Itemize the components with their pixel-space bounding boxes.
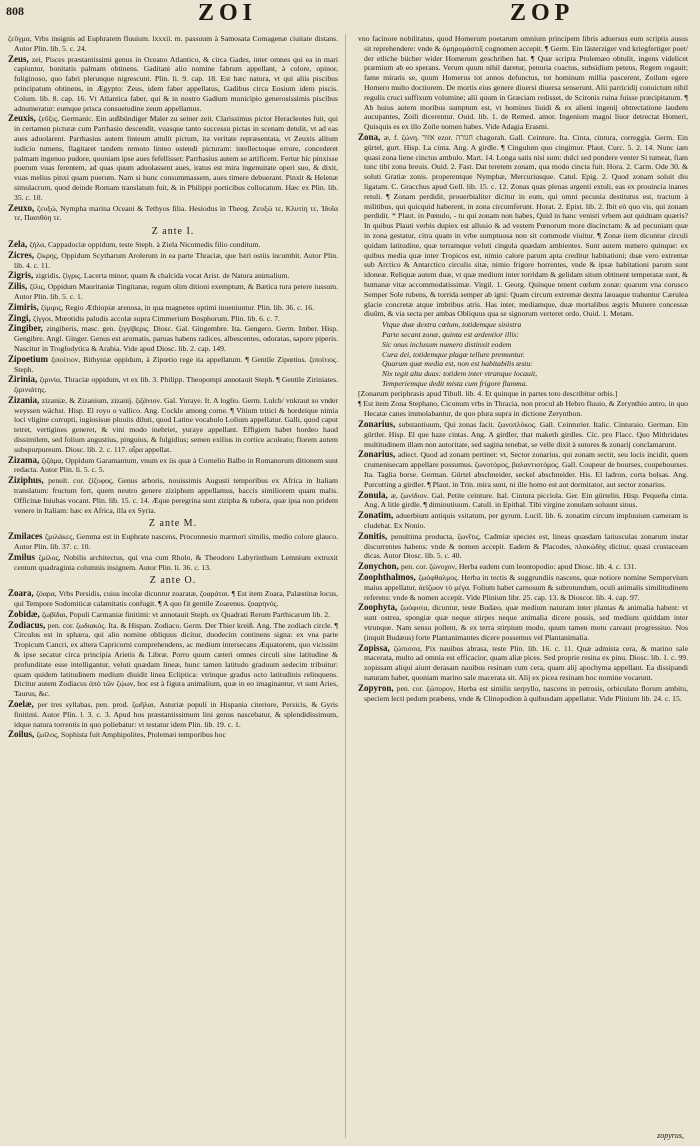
dictionary-entry [8,456,338,476]
dictionary-entry [358,491,688,511]
entry-text: ζευξώ, Nympha marina Oceani & Tethyos filia. Hesiodus in Theog. Ζευξώ τε, Κλυτίη τε, Ἰδυῖα τε, Πασιθόη τε. [14,203,338,223]
entry-text: ζώπισσα, Pix nauibus abrasa, teste Plin. lib. 16. c. 11. Quæ admista cera, & marino sale macerata, multo ad omnia est efficacior, quam aliæ pices. Sed proprie resina ex pinu. Diosc. lib. 1. c. 99. zopissam aliqui aiunt derasam nauibus resinam cum cera, quam alij apochyma appellant. Ea dissipandi naturam habet, quoniam marino sale macerata sit. Alij ex picea resinam hoc nomine vocarunt. [364,643,688,682]
entry-text: ζωβίδαι, Populi Carmaniæ finitimi: vt annotauit Steph. ex Quadrati Rerum Parthicarum lib. 2. [42,609,331,619]
dictionary-entry [8,240,338,250]
dictionary-entry [358,450,688,489]
dictionary-entry [8,589,338,609]
entry-headword: Zirinia, [8,374,40,385]
entry-text: per tres syllabas, pen. prod. ζωῆλαι, Asturiæ populi in Hispania citeriore, Persicis, & Gyris finitimi. Autor Plin. l. 3. c. 3. Apud hos præstantissimum lini genus nascebatur, & splendidissimum, idque natura torrentis in quo poliebatur: vt testatur idem Plin. lib. 19. c. 1. [14,700,338,729]
entry-text: adiect. Quod ad zonam pertinet: vt, Sector zonarius, qui zonam sectit, seu locis incidit, quem crumenisecam appellare possumus. ζωνοτόμος, βαλαντιοτόμος. Gall. Coupeur de bourses, coupebourses. Ita. Taglia borse. German. Gürtel abschneider, seckel abschneider. His. El ladron, corta bolsas. Ang. Purcutting a girdler. ¶ Plaut. in Trin. mira sunt, ni ille homo est aut dormitator, aut sector zonarius. [364,450,688,489]
entry-headword: Zonarius, [358,419,399,430]
entry-text: pen. cor. ζωδιακός. Ita. & Hispan. Zodiaco. Germ. Der Thier kreiß. Ang. The zodiach circle. ¶ Circulus est in sphæra, qui alio nomine obliquus dicitur, duodecim continens signa: ex vna parte Tropicum Cancri, ex altera Capricorni comprehendens, ac medium intersecans Æquatorem, quo vicissim & ipse secatur circa principia Arietis & Libræ. Porro quum cæteri omnes circuli sine latitudine & profunditate esse intelligantur, veluti quædam lineæ, hunc tamen latitudo graduum sedecim tribuitur: quam quidem latitudinem medium diuidit linea Ecliptica: vtrinque gradus octo latitudinis relinquens. Dicitur autem Zodiacus ἀπὸ τῶν ζῴων, hoc est à figura animalium, quæ in eo imaginantur, vt sunt Aries, Taurus, &c. [14,620,338,699]
entry-headword: Ziziphus, [8,475,49,486]
entry-text: zingiberis, masc. gen. ζιγγίβερις. Diosc. Gal. Gingembre. Ita. Gengero. Germ. Imber. Hisp. Gengibre. Angl. Ginger. Genus est aromatis, paruas habens radices, albescentes, odoratas, sapore piperis. Nascitur in Troglodytica & Arabia. Vide apud Diosc. lib. 2. cap. 149. [14,324,338,353]
dictionary-entry [358,133,688,319]
dictionary-entry [8,553,338,573]
entry-text: penult. cor. ζίζυφος, Genus arboris, nouissimis Augusti temporibus ex Africa in Italiam translatum: fructum fert, quem neutro genere ziziphum appellamus, baccis similiorem quam malis. Officinæ Iniubas vocant. Plin. lib. 15. c. 14. Æque peregrina sunt zizipha & tubera, quæ ipsa non pridem venere in Italiam: hæc ex Africa, illa ex Syria. [14,476,338,515]
section-heading: Z ante I. [151,226,195,238]
catchword: zopyrus, [657,1131,684,1140]
dictionary-entry [8,700,338,729]
dictionary-entry [358,511,688,531]
dictionary-entry [8,271,338,281]
dictionary-entry [358,532,688,561]
entry-headword: Zodiacus, [8,619,48,630]
dictionary-entry [358,562,688,572]
entry-headword: Zicres, [8,249,37,260]
entry-headword: Zonatim, [358,510,396,521]
entry-text: ζμιλάκες, Gemma est in Euphrate nascens, Proconnesio marmori similis, medio colore glauco. Autor Plin. lib. 37. c. 10. [14,532,338,552]
entry-headword: Zopissa, [358,642,394,653]
entry-headword: Zona, [358,131,384,142]
entry-headword: Zonitis, [358,530,391,541]
dictionary-entry [8,355,338,375]
entry-text: vno facinore nobilitatus, quod Homerum poetarum omnium principem libris aduersus eum scriptis ausus sit reprehendere: vnde & ὁμηρομάστιξ cognomen accepit. ¶ Germ. Ein lästerziger vnd kriegfertiger poet/ der etliche bücher wider Homerum geschriben hat. ¶ Quæ scripta Ptolemæo obtulit, ingens videlicet præmium ab eo sperans. Verum quum nihil daretur, penuria coactus, subsidium petens, Regem rogauit; fame miraris se, quum Homerus tot annos defunctus, tot hominum millia pascerent, Zoilum egere Homero multo doctiorem. De mortis eius genere diuersi diuersa senserunt. Alii parricidij conuictum nihil regulis cruci suffixum volumine; alii quum in Græciam redisset, de Scironis ruina fuisse præcipitatum. ¶ Ab huius autem moribus sumptum est, vt homines liuidi & ex alieni ingenij obtrectatione laudem aucupantes, Zoili dicerentur. Ouid. lib. 1. de Remed. amor. Ingenium magni liuor detrectat Homeri, Quisquis es ex illo Zoile nomen habes. Vide Adagia Erasmi. [358,34,688,132]
section-heading: Z ante O. [149,575,197,587]
entry-headword: Zoilus, [8,729,37,740]
entry-headword: Zeuxis, [8,113,39,124]
entry-headword: Zeus, [8,53,32,64]
dictionary-entry [8,532,338,552]
column-divider [345,34,346,1138]
entry-text: ζίμιρις, Regio Æthiopiæ arenosa, in qua magnetes optimi inueniuntur. Plin. lib. 36. c. 16. [41,302,314,312]
verse-line: Sic onus inclusum numero distinxit eodem [382,339,512,349]
entry-headword: Zonula, [358,489,391,500]
entry-text: ζωόφθαλμος. Herba in tectis & suggrundiis nascens, quæ notiore nomine Sempervium maius appellatur, ἀείζωον τὸ μέγα. Folium habet carnosum & subrotundum, oculi animalis similitudinem referens: vnde & nomen accepit. Vide Plinium libr. 25. cap. 13. & Dioscor. lib. 4. cap. 97. [364,573,688,602]
entry-headword: Zimiris, [8,301,41,312]
dictionary-entry [358,389,688,399]
entry-headword: Zoophthalmos, [358,572,419,583]
running-head-left: ZOI [198,0,258,26]
entry-text: ζωόφυτα, dicuntur, teste Budæo, quæ medium naturam inter plantas & animalia habent: vt sunt ostrea, spongiæ quæ neque stirpes neque animalia dicere possis, sed medium quiddam inter vtrunque. Nam sensu pollent, & ex terra stirpium modo, quum tamen motu careant progressiuo. Nos (inquit Budæus) forte Plantanimantes dicere possemus vel Plantanimalia. [364,603,688,642]
entry-text: zei, Pisces præstantissimi genus in Oceano Atlantico, & circa Gades, inter omnes qui ea in mari capiuntur, bonitatis palmam obtinens. Gaditani alio nomine fabrum appellant, à colore, opinor, fuliginoso, quo fabri plerunque nigrescunt. Plin. li. 9. cap. 18. Est hæc natura, vt qui aliis piscibus principatum obtinens, in Ægypto: Zeus, idem faber appellatus, Gadibus circa Eosium idem piscis. Colum. lib. 8. cap. 16. Vt Atlantica faber, qui & in nostro Gadium municipio generosissimis piscibus adnumeratur: eumque prisca consuetudine zeum appellamus. [14,54,338,113]
entry-text: ζεῦγμα, Vrbs insignis ad Euphratem fluuium. lxxxii. m. passuum à Samosata Comagenæ ciuitate distans. Autor Plin. lib. 5. c. 24. [8,34,338,53]
entry-headword: Zobidæ, [8,608,43,619]
dictionary-entry [8,375,338,395]
dictionary-entry [8,55,338,114]
entry-text: æ, f. ζώνη. אזור ezor. חגורה chagorah. Gall. Ceinture. Ita. Cinta, cintura, correggia. Germ. Ein gürtel, gurt. Hisp. La cinta. Ang. A girdle. ¶ Cingulum quo cingimur. Plaut. Curc. 5. 2. 14. Nunc iam quasi zona liene cinctus ambulo. Mart. 14. Longa satis nisi sum: dulci sed pondere venter Si tumeat, fiam tunc tibi zona breuis. Ouid. 2. Fast. Dat teretem zonam, qua modo cincta fuit. Hora. 2. Carm. Ode 30. & soluti Gratiæ zonis. properentque Nymphæ, Mercuriusque. Catul. Epig. 2. Quod zonam soluit diu ligatam. C. Gracchus apud Gell. lib. 15. c. 12. Zonas quas plenas argenti extuli, eas ex prouincia inanes retuli. ¶ Zonam perdidit, prouerbialiter dicitur in eum, qui omni pecunia destitutus est, tractum à militibus, qui quicquid haberent, in zona circumferunt. Horat. 2. Epist. lib. 2. Ibit eò quo vis, qui zonam perdidit. * Plaut. in Pœnulo, - tu qui zonam non habes, Quid in hanc venisti vrbem aut quidnam quæris? In quibus Plauti verbis dupiex est allusio & ad vestem Pœnorum more discinctam: & ad pecuniam quæ in zona gestatur, citra quam in vrbe sumptuosa non sit commode viuitur. ¶ Zonæ item dicuntur circuli quidam latitudine, quæ terramque veluti cingula quædam ambientes. Sunt autem numero quinque: ex quibus media quæ inter Tropicos est, nimio calore parum apta creditur habitationi; duæ vero extremæ sub Arctico & Antarctico circulis sitæ, nimio frigore horrentes, vnde & ipsæ habitationi parum sunt idoneæ. Reliquæ autem duæ, vt quæ medium inter torridam & gelidam situm obtinent temperatæ sunt, & humanæ vitæ accommodatissimæ. Virgil. 1. Georg. Quinque tenent cœlum zonæ: quarum vna corusco Semper Sole rubens, & torrida semper ab igni: Quam circum extremæ dextra læuaque trahuntur Cærulea glacie concretæ atque imbribus atris. Has inter, mediamque, duæ mortalibus ægris Munere concessæ diuûm, & via secta per ambas Obliquus qua se signorum verteret ordo. Ouid. 1. Metam. [364,132,688,319]
dictionary-entry [8,114,338,202]
verse-line: Vtque duæ dextra cœlum, totidemque sinistra [382,320,522,330]
entry-text: pen. cor. ζώπυρον, Herba est similis serpyllo, nascens in petrosis, orbiculato florum ambitu, speciem lecti pedum præbens, vnde & Clinopodion à quibusdam appellatur. Vide Plinium lib. 24. c. 15. [364,683,688,703]
running-head-right: ZOP [510,0,575,26]
dictionary-entry [8,324,338,353]
entry-text: [Zonarum periphrasis apud Tibull. lib. 4. Et quinque in partes toto describitur orbis.] [358,388,618,398]
entry-text: æ, ζωνίδιον. Gal. Petite ceinture. Ital. Cintura picciola. Ger. Ein gürtelin. Hisp. Pequeña cinta. Ang. A litle girdle. ¶ diminutiuum. Catull. in Epithal. Tibi virgine zonulam soluunt sinus. [364,490,688,510]
dictionary-entry [8,282,338,302]
entry-text: ¶ Est item Zona Stephano, Ciconum vrbs in Thracia, non procul ab Hebro fluuio, & Zerynthio antro, in quo Hecatæ canes immolabantur, de quo plura supra in dictione Zerynthon. [358,399,688,419]
verse-line: Quarum quæ media est, non est habitabilis æstu: [382,359,533,369]
entry-text: pen. cor. ζώνυχον, Herba eadem cum leontopodio: apud Diosc. lib. 4. c. 131. [401,562,637,572]
dictionary-entry [8,730,338,740]
entry-text: ζήλα, Cappadociæ oppidum, teste Steph. à Ziela Nicomedis filio conditum. [29,239,261,249]
entry-headword: Zela, [8,238,30,249]
page-number: 808 [6,4,24,18]
right-column [358,34,688,1138]
dictionary-entry [8,396,338,455]
entry-headword: Zonarius, [358,449,398,460]
entry-headword: Zipoetium [8,353,52,364]
dictionary-entry [358,34,688,132]
entry-headword: Zigris, [8,270,36,281]
entry-text: ζίγγοι, Mœotidis paludis accolæ supra Cimmerium Bosphorum. Plin. lib. 6. c. 7. [33,313,280,323]
dictionary-entry [358,399,688,419]
dictionary-entry [8,314,338,324]
entry-text: ζεῦξις, Germanic. Ein außbündiger Maler zu seiner zeit. Clarissimus pictor Heracleotes fuit, qui in certamen picturæ cum Parrhasio descendit, vuasque tanto successu pictas in scenam detulit, vt ad eas aues aduolarent. Parrhasius autem linteum attulit pictum, ita veritate repræsentata, vt Zeuxis alitum iudicio tumens, flagitaret tandem remoto linteo ostendi picturam: intellectoque errore, concederet palmam ingenuo pudore, quoniam ipse aues fefellisset: Parrhasius autem se artificem. Fertur hic pinxisse puerum vuas ferentem, ad quas quum aduolassent aues, iratus est mira ingenuitate operi suo, & dixit, vuas melius pinxi quam puerum. Nam si hunc consummassem, aues timere debuerant. Pinxit & Helenæ simulacrum, quod deinde Romam translatum fuit, & in Philippi porticibus collocatum. Hæc ex Plin. lib. 35. c. 10. [14,114,338,202]
entry-text: zigridis, ζίγρις, Lacerta minor, quam & chalcida vocat Arist. de Natura animalium. [35,271,290,281]
dictionary-entry [8,251,338,271]
entry-headword: Zmilus [8,551,39,562]
entry-text: ζιρινία, Thraciæ oppidum, vt ex lib. 3. Philipp. Theopompi annotauit Steph. ¶ Gentile Ziriniates. ζιρινιάτης. [14,375,338,395]
verse-line: Nix tegit alta duas: totidem inter vtranque locauit, [382,369,538,379]
dictionary-entry [8,610,338,620]
entry-text: penultima producta, ζωνῖτις, Cadmiæ species est, lineas quasdam latiusculas zonarum instar discurrentes habens: vnde & nomen accepit. Eadem & Placodes, πλακώδης dicitur, quasi crustaceam dicas. Autor Diosc. lib. 5. c. 40. [364,531,688,561]
dictionary-entry [8,621,338,699]
entry-text: ζόαρα, Vrbs Persidis, cuius incolæ dicuntur zoaratæ, ζοαράται. ¶ Est item Zoara, Palæstinæ locus, qui Tempore Sodomiticæ calamitatis confugit. ¶ A quo fit gentile Zoarenus. ζοαρηνός. [14,589,338,609]
entry-text: ζμίλος, Nobilis architectus, qui vna cum Rholo, & Theodoro Labyrinthum Lemnium extruxit centum quadraginta columnis insignem. Autor Plin. li. 36. c. 13. [14,552,338,572]
dictionary-entry [8,34,338,54]
section-heading: Z ante M. [148,518,198,530]
entry-headword: Zopyron, [358,682,397,693]
entry-text: substantiuum, Qui zonas facit. ζωνοπλόκος. Gall. Ceinturier. Italic. Cinturaio. German. Ein gürtler. Hisp. El que haze cintas. Ang. A girdler, that maketh girdles. Cic. pro Flacc. Quo Mithridates multitudinem illam non autoritate, sed sagina tenebat, se velle dixit à sutores & zonarij conclamarunt. [364,420,688,449]
dictionary-entry [358,603,688,642]
dictionary-entry [358,644,688,683]
entry-text: ζιζάμα, Oppidum Garamantum, vnum ex iis quæ à Cornelio Balbo in Romanorum ditionem sunt redacta. Autor Plin. li. 5. c. 5. [14,455,338,475]
entry-headword: Zeuxo, [8,202,38,213]
entry-headword: Zoelæ, [8,699,38,709]
dictionary-entry [358,684,688,704]
dictionary-entry [8,204,338,224]
verse-line: Parte secant zonæ, quinta est ardentior illis: [382,329,520,339]
entry-headword: Zoophyta, [358,602,401,613]
entry-headword: Zingiber, [8,323,47,334]
entry-text: zizaniæ, & Zizanium, zizanij. ζιζάνιον. Gal. Yuraye. It. A loglio. Germ. Lulch/ vnkraut so vnder weyssen wächst. Hisp. El royo o vallico. Ang. Cockle among corne. ¶ Vitium tritici & hordeique nimia loci vligine corrupti, iugiosisue pluuiis diluti, quod Latine vocabulo Lolium appellatur. Galli, quod caput tetret, vertigines generet, & vini modo inebriet, yuraye appellant. Effigiem habet hordeo haud dissimilem, sed folium angustius, pinguius, & fulgidius; semen exilius in cortice aculeato; florem autem subspurpureum. Diosc. lib. 2. c. 117. αἶρα appellat. [14,395,338,454]
entry-headword: Zingi, [8,312,34,323]
entry-text: ζωΐλος, Sophista fuit Amphipolites, Ptolemæi temporibus hoc [36,730,226,740]
entry-headword: Zizania, [8,394,42,405]
dictionary-entry [8,303,338,313]
left-column [8,34,338,1138]
entry-headword: Zoara, [8,588,37,599]
verse-line: Cura dei, totidemque plagæ tellure premuntur. [382,349,525,359]
verse-line: Temperiemque dedit mista cum frigore flamma. [382,378,528,388]
entry-text: ζίλις, Oppidum Mauritaniæ Tingitanæ, regum olim ditioni exemptum, & Bætica tura petere iussum. Autor Plin. lib. 5. c. 1. [14,282,338,301]
dictionary-entry [8,476,338,515]
entry-headword: Zilis, [8,281,30,292]
dictionary-entry [358,573,688,602]
entry-text: ζίκρης, Oppidum Scytharum Arolerum in ea parte Thraciæ, que Istri ostiis incumbit. Autor Plin. lib. 4. c. 11. [14,250,338,270]
entry-headword: Zizama, [8,454,42,465]
dictionary-entry [358,420,688,449]
entry-headword: Zmilaces [8,531,45,542]
entry-text: ζιποίτιον, Bithyniæ oppidum, à Zipœtio rege ita appellatum. ¶ Gentile Zipœtius. ζιποίτιος. Steph. [14,354,338,374]
entry-headword: Zonychon, [358,561,402,572]
entry-text: aduerbium antiquis vsitatum, per gyrum. Lucil. lib. 6. zonatim circum impluuium cameram is cludebat. Ex Nonio. [364,511,688,531]
